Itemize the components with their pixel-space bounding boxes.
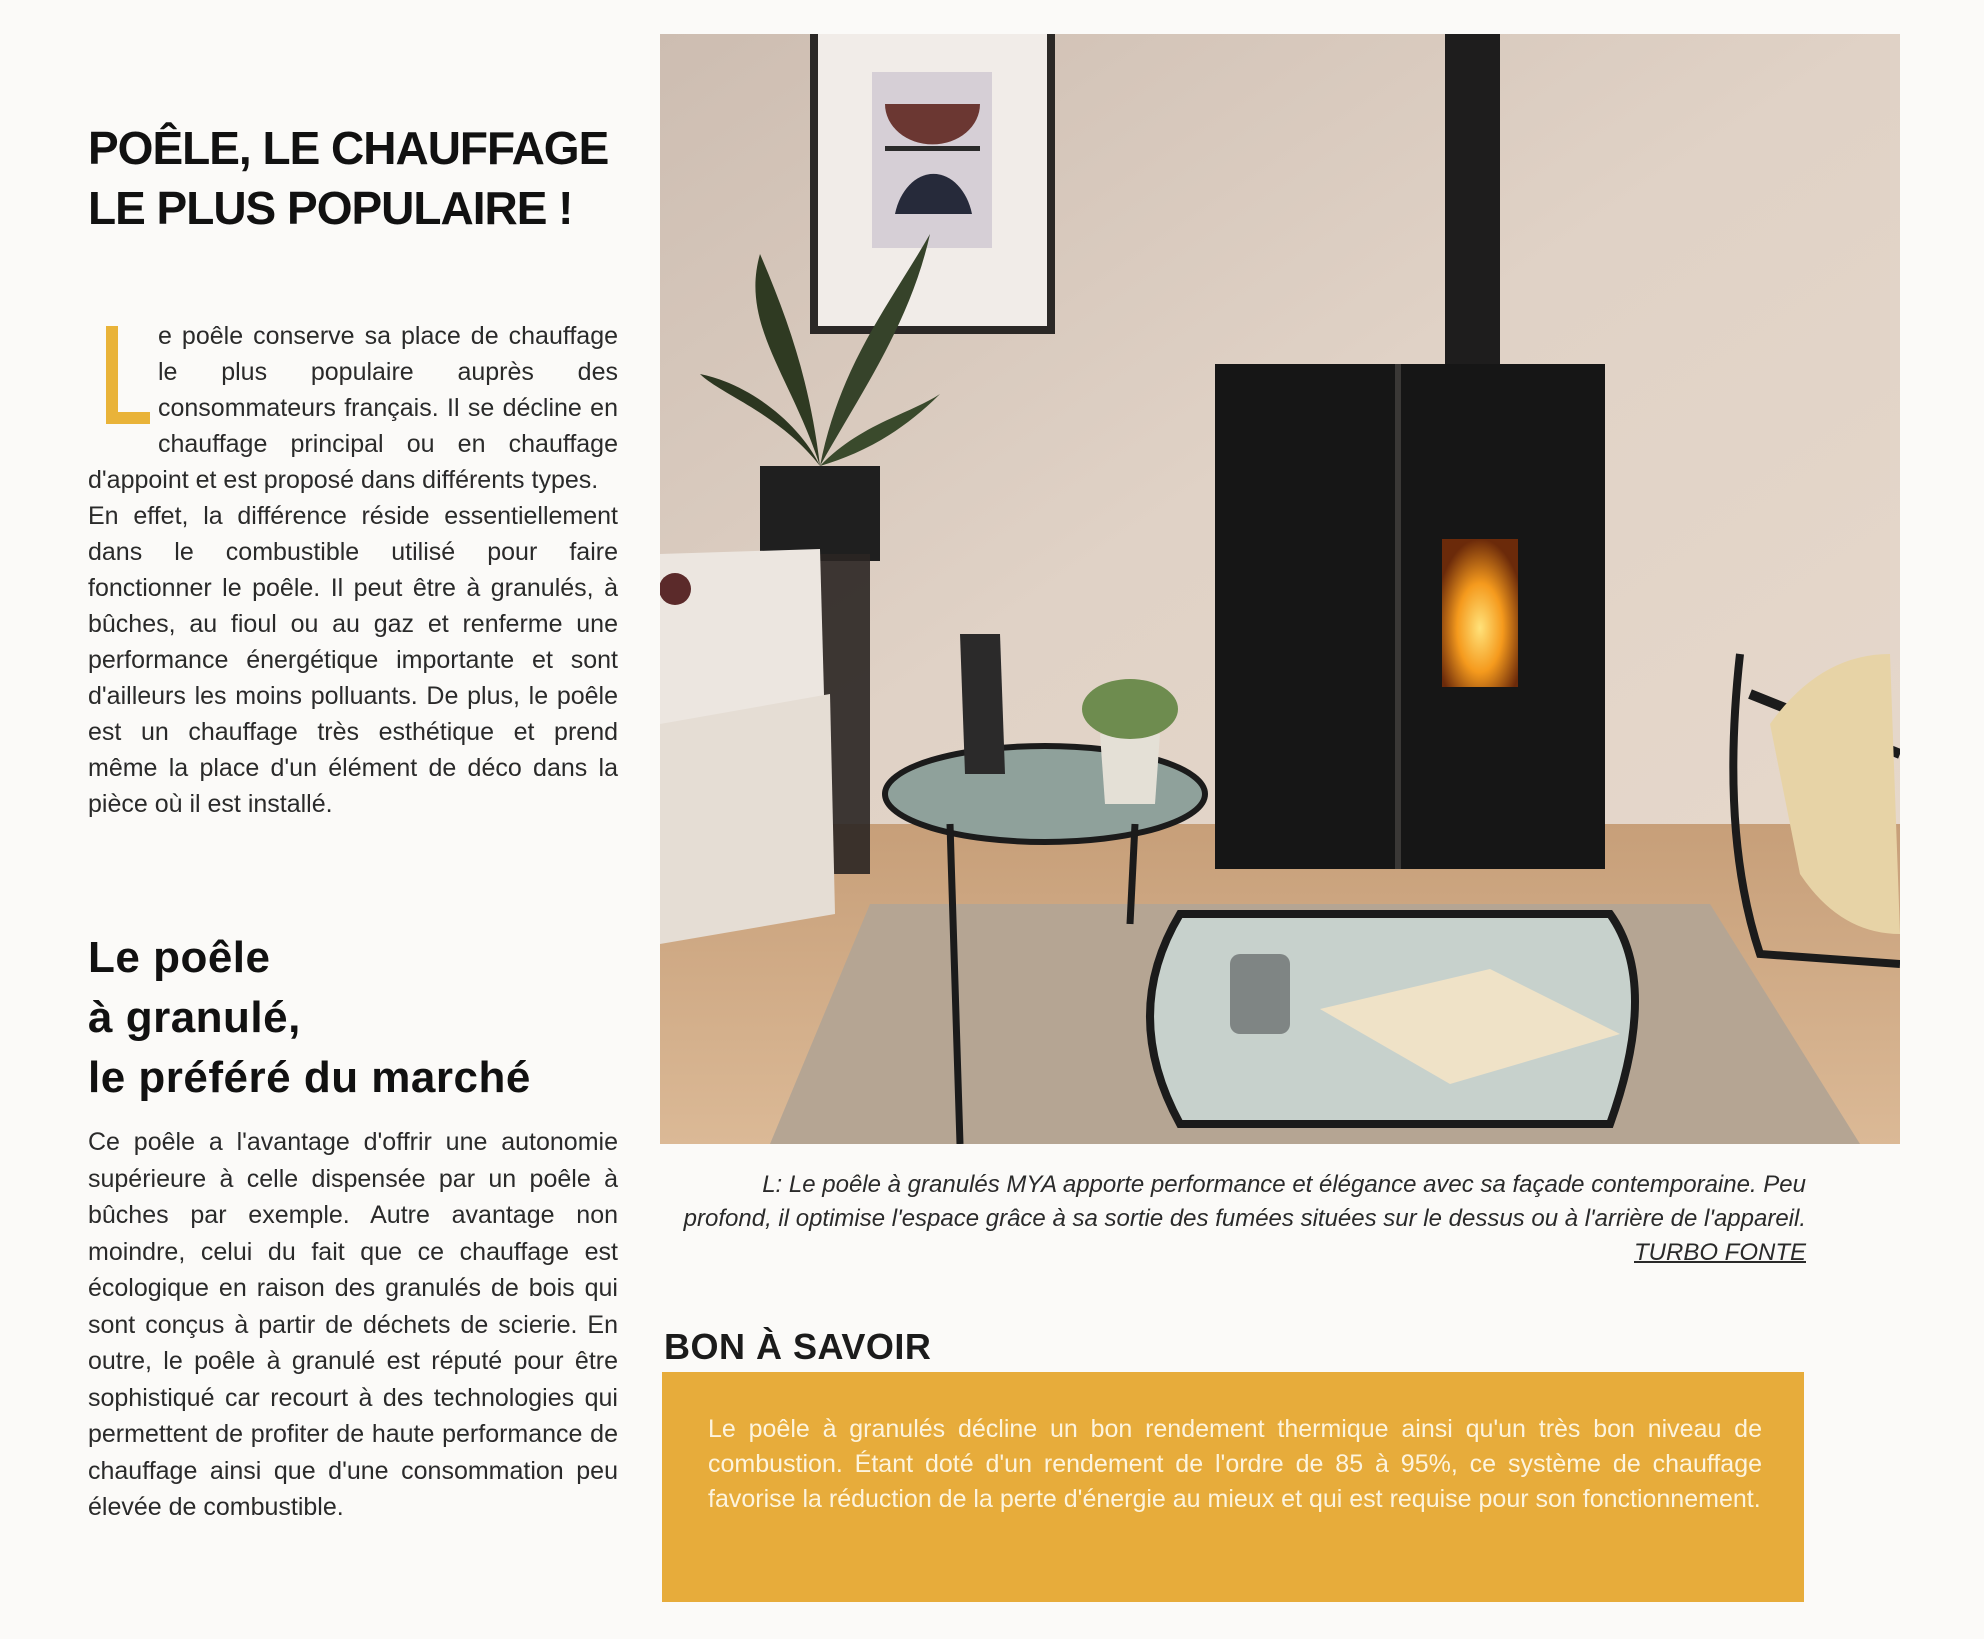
caption-credit: TURBO FONTE (1634, 1239, 1806, 1266)
pellet-stove (1215, 364, 1605, 869)
section-body-text: Ce poêle a l'avantage d'offrir une autonomie supérieure à celle dispensée par un poêle à bûches par exemple. Autre avantage non moindre, celui du fait que ce chauffage est écologique en raison des granulés de bois qui sont conçus à partir de déchets de scierie. En outre, le poêle à granulé est réputé pour être sophistiqué car recourt à des technologies qui permettent de profiter de haute performance de chauffage ainsi que d'une consommation peu élevée de combustible. (88, 1128, 618, 1521)
title-line-1: POÊLE, LE CHAUFFAGE (88, 122, 609, 174)
section-subheading (88, 928, 648, 1108)
sofa (660, 549, 835, 944)
subhead-line-1: Le poêle (88, 933, 271, 982)
dropcap-bar-horizontal (106, 412, 150, 424)
dropcap-bar-vertical (106, 326, 118, 422)
subhead-line-3: le préféré du marché (88, 1053, 531, 1102)
intro-paragraph-2: En effet, la différence réside essentiellement dans le combustible utilisé pour faire fonctionner le poêle. Il peut être à granulés, à bûches, au fioul ou au gaz et renferme une performance énergétique importante et sont d'ailleurs les moins polluants. De plus, le poêle est un chauffage très esthétique et prend même la place d'un élément de déco dans la pièce où il est installé. (88, 502, 618, 818)
stove-flue (1445, 34, 1500, 374)
photo-illustration (660, 34, 1900, 1144)
living-room-stove-photo (660, 34, 1900, 1144)
bon-a-savoir-title: BON À SAVOIR (664, 1326, 932, 1367)
title-line-2: LE PLUS POPULAIRE ! (88, 182, 573, 234)
article-header (88, 118, 622, 238)
caption-text: L: Le poêle à granulés MYA apporte performance et élégance avec sa façade contemporaine. Peu profond, il optimise l'espace grâce à sa sortie des fumées situées sur le dessus ou à l'arrière de l'appareil. (683, 1171, 1806, 1232)
article-title (88, 118, 622, 238)
intro-paragraph-1: e poêle conserve sa place de chauffage le plus populaire auprès des consommateurs français. Il se décline en chauffage principal ou en chauffage d'appoint et est proposé dans différents types. (88, 322, 618, 494)
intro-text-block (88, 318, 618, 822)
photo-caption (670, 1168, 1806, 1270)
bon-a-savoir-text: Le poêle à granulés décline un bon rendement thermique ainsi qu'un très bon niveau de combustion. Étant doté d'un rendement de l'ordre de 85 à 95%, ce système de chauffage favorise la réduction de la perte d'énergie au mieux et qui est requise pour son fonctionnement. (708, 1415, 1762, 1513)
coffee-table (1150, 914, 1635, 1124)
wall-art-frame (810, 34, 1055, 334)
stove-fire-window (1442, 539, 1518, 687)
dropcap (88, 318, 152, 430)
subhead-line-2: à granulé, (88, 993, 301, 1042)
